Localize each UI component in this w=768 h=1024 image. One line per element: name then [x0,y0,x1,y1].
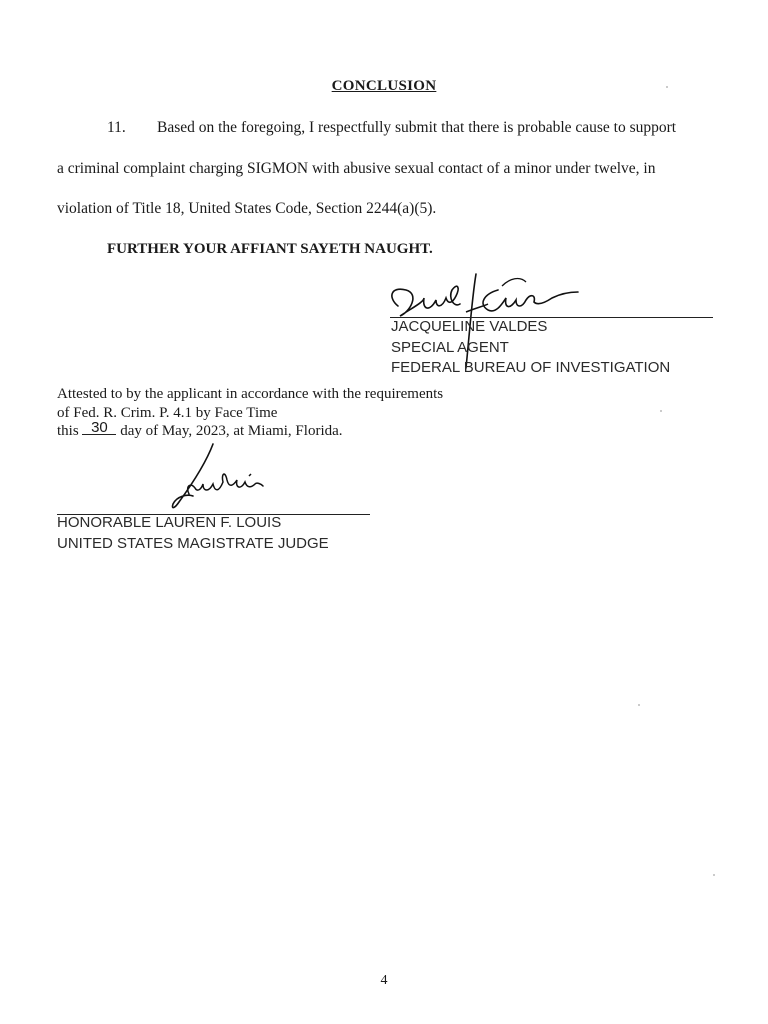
paragraph-line-3: violation of Title 18, United States Code, Section 2244(a)(5). [57,200,437,217]
affiant-name: JACQUELINE VALDES [391,318,548,335]
further-statement: FURTHER YOUR AFFIANT SAYETH NAUGHT. [107,241,433,257]
paragraph-line-2: a criminal complaint charging SIGMON with abusive sexual contact of a minor under twelve, in [57,160,656,177]
affiant-organization: FEDERAL BUREAU OF INVESTIGATION [391,359,671,376]
attestation-line-2: of Fed. R. Crim. P. 4.1 by Face Time [57,405,278,421]
scan-speck [666,86,668,88]
section-heading: CONCLUSION [331,78,437,94]
judge-title: UNITED STATES MAGISTRATE JUDGE [57,535,329,552]
judge-signature [165,440,275,515]
attestation-line-3 [57,419,343,440]
paragraph-number: 11. [107,119,126,136]
affiant-title: SPECIAL AGENT [391,339,509,356]
attestation-prefix: this [57,423,79,439]
page-number: 4 [380,973,388,988]
attestation-day: 30 [82,421,116,435]
attestation-suffix: day of May, 2023, at Miami, Florida. [120,423,343,439]
scan-speck [660,410,662,412]
paragraph-line-1: Based on the foregoing, I respectfully submit that there is probable cause to support [157,119,677,136]
scan-speck [638,704,640,706]
scan-speck [713,874,715,876]
attestation-line-1: Attested to by the applicant in accordance with the requirements [57,386,444,402]
judge-name: HONORABLE LAUREN F. LOUIS [57,514,282,531]
